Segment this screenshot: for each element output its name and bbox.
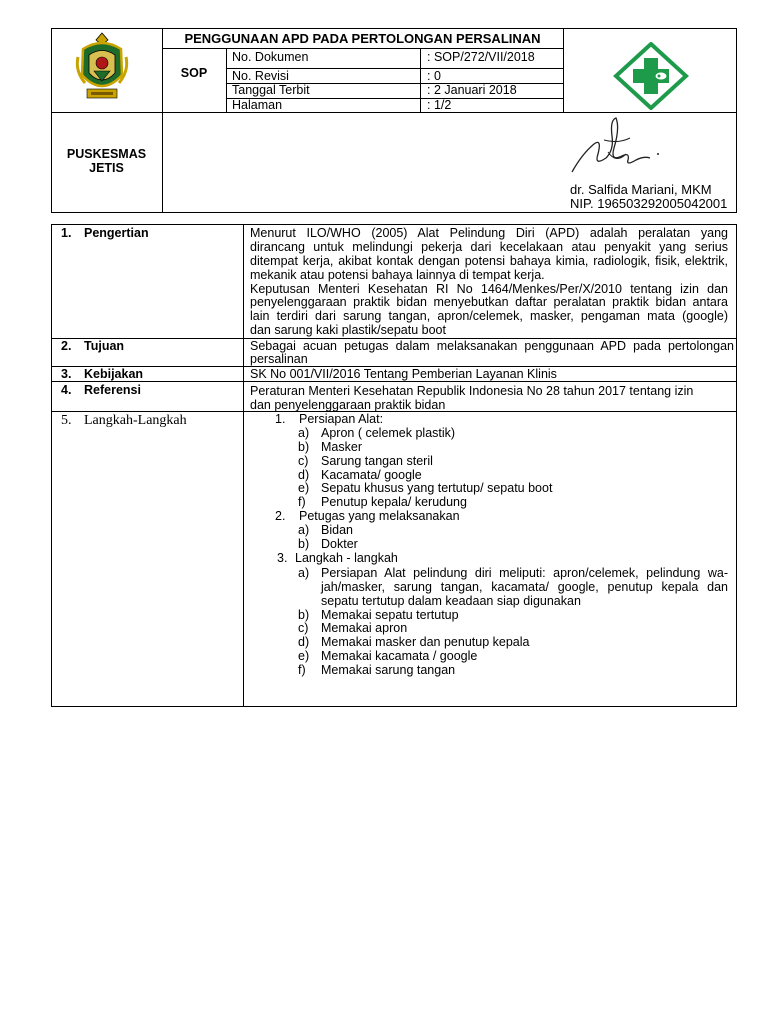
paragraph-line: Keputusan Menteri Kesehatan RI No 1464/Menkes/Per/X/2010 tentang izin dan — [250, 282, 728, 296]
puskesmas-name: JETIS — [89, 161, 124, 175]
list-item: Bidan — [321, 523, 353, 537]
section-number: 4. — [61, 383, 72, 397]
list-item: Memakai apron — [321, 621, 408, 635]
header-divider — [420, 48, 421, 113]
content-divider — [243, 224, 244, 707]
list-marker: f) — [298, 495, 306, 509]
section-number: 5. — [61, 413, 72, 428]
paragraph-line: persalinan — [250, 352, 308, 366]
header-divider — [51, 112, 737, 113]
list-item: Sarung tangan steril — [321, 454, 433, 468]
list-marker: d) — [298, 468, 310, 482]
paragraph-line: Menurut ILO/WHO (2005) Alat Pelindung Diri (APD) adalah peralatan yang — [250, 226, 728, 240]
list-item: Dokter — [321, 537, 358, 551]
list-marker: e) — [298, 481, 310, 495]
signer-name: dr. Salfida Mariani, MKM — [570, 182, 712, 197]
list-item: Memakai sarung tangan — [321, 663, 456, 677]
paragraph-line: dirancang untuk melindungi pekerja dari kecelakaan atau penyakit yang serius — [250, 240, 728, 254]
list-item: Apron ( celemek plastik) — [321, 426, 456, 440]
sop-label: SOP — [180, 66, 208, 80]
header-divider — [162, 48, 563, 49]
doc-info-value: : 0 — [427, 69, 441, 83]
list-marker: a) — [298, 426, 310, 440]
puskesmas-name: PUSKESMAS — [66, 147, 147, 161]
list-marker: a) — [298, 566, 310, 580]
list-marker: d) — [298, 635, 310, 649]
list-item: Penutup kepala/ kerudung — [321, 495, 467, 509]
list-marker: b) — [298, 537, 310, 551]
doc-info-value: : 2 Januari 2018 — [427, 83, 517, 97]
list-item: Sepatu khusus yang tertutup/ sepatu boot — [321, 481, 553, 495]
paragraph-line: ditempat kerja, akibat kontak dengan potensi bahaya kimia, radiologik, fisik, elektrik, — [250, 254, 728, 268]
header-divider — [162, 28, 163, 213]
paragraph-line: Sebagai acuan petugas dalam melaksanakan penggunaan APD pada pertolongan — [250, 339, 734, 353]
doc-info-label: Halaman — [232, 98, 283, 112]
list-marker: a) — [298, 523, 310, 537]
list-item-line: Persiapan Alat pelindung diri meliputi: apron/celemek, pelindung wa- — [321, 566, 728, 580]
list-number: 2. — [275, 509, 286, 523]
list-marker: b) — [298, 440, 310, 454]
section-label: Kebijakan — [84, 367, 144, 381]
list-item: Kacamata/ google — [321, 468, 422, 482]
header-divider — [563, 28, 564, 113]
list-marker: e) — [298, 649, 310, 663]
paragraph-line: penyelenggaraan praktik bidan menyebutkan daftar peralatan praktik bidan antara — [250, 295, 728, 309]
section-number: 1. — [61, 226, 72, 240]
section-label: Tujuan — [84, 339, 125, 353]
doc-info-label: No. Dokumen — [232, 50, 309, 64]
list-number: 3. — [277, 551, 288, 565]
city-seal-logo — [75, 31, 129, 101]
puskesmas-logo — [613, 42, 689, 110]
doc-info-label: Tanggal Terbit — [232, 83, 310, 97]
handwritten-signature — [568, 114, 668, 176]
section-number: 2. — [61, 339, 72, 353]
paragraph-line: mekanik atau potensi bahaya lainnya di tempat kerja. — [250, 268, 545, 282]
list-marker: f) — [298, 663, 306, 677]
list-marker: c) — [298, 454, 309, 468]
doc-info-value: : SOP/272/VII/2018 — [427, 50, 535, 64]
list-marker: b) — [298, 608, 310, 622]
list-item: Memakai sepatu tertutup — [321, 608, 459, 622]
list-item-line: sepatu tertutup dalam keadaan siap digunakan — [321, 594, 581, 608]
section-number: 3. — [61, 367, 72, 381]
list-heading: Langkah - langkah — [295, 551, 398, 565]
section-label: Referensi — [84, 383, 141, 397]
paragraph-line: dan penyelenggaraan praktik bidan — [250, 398, 446, 412]
list-item: Memakai masker dan penutup kepala — [321, 635, 530, 649]
paragraph-line: SK No 001/VII/2016 Tentang Pemberian Layanan Klinis — [250, 367, 557, 381]
signer-nip: NIP. 196503292005042001 — [570, 196, 728, 211]
list-item: Memakai kacamata / google — [321, 649, 478, 663]
list-marker: c) — [298, 621, 309, 635]
section-label: Langkah-Langkah — [84, 413, 187, 428]
section-label: Pengertian — [84, 226, 149, 240]
paragraph-line: Peraturan Menteri Kesehatan Republik Indonesia No 28 tahun 2017 tentang izin — [250, 384, 694, 398]
doc-info-label: No. Revisi — [232, 69, 289, 83]
header-divider — [226, 48, 227, 113]
doc-info-value: : 1/2 — [427, 98, 452, 112]
list-number: 1. — [275, 412, 286, 426]
document-title: PENGGUNAAN APD PADA PERTOLONGAN PERSALINAN — [184, 31, 541, 46]
list-heading: Petugas yang melaksanakan — [299, 509, 460, 523]
paragraph-line: lain terdiri dari sarung tangan, apron/celemek, masker, pengaman mata (google) — [250, 309, 728, 323]
list-item: Masker — [321, 440, 362, 454]
list-item-line: jah/masker, sarung tangan, kacamata/ google, penutup kepala dan — [321, 580, 728, 594]
list-heading: Persiapan Alat: — [299, 412, 384, 426]
paragraph-line: dan sarung kaki plastik/sepatu boot — [250, 323, 446, 337]
